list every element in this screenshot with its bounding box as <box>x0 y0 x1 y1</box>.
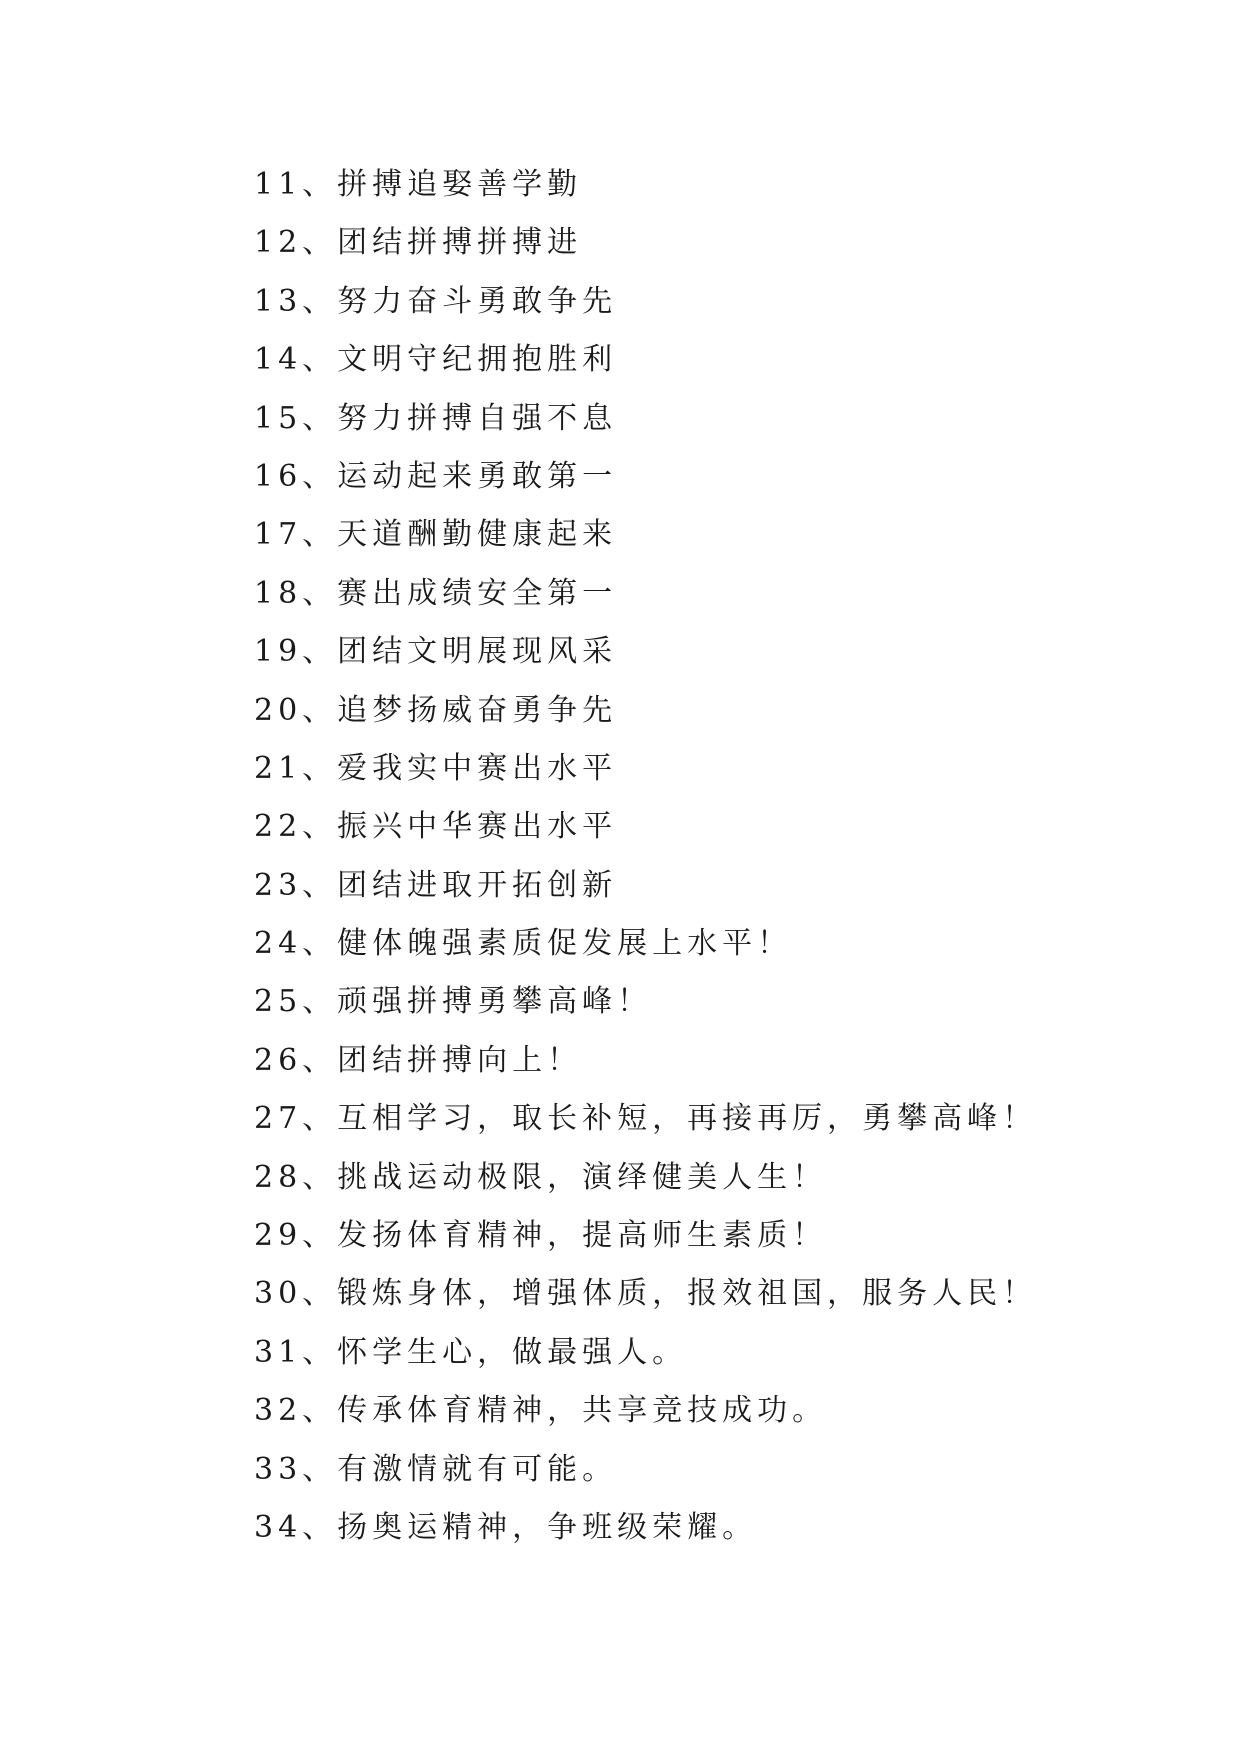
list-item: 33、有激情就有可能。 <box>254 1451 618 1487</box>
list-item: 18、赛出成绩安全第一 <box>254 575 618 611</box>
list-item: 20、追梦扬威奋勇争先 <box>254 692 618 728</box>
list-item: 32、传承体育精神，共享竞技成功。 <box>254 1393 828 1429</box>
list-item: 19、团结文明展现风采 <box>254 634 618 670</box>
list-item: 14、文明守纪拥抱胜利 <box>254 342 618 378</box>
list-item: 28、挑战运动极限，演绎健美人生！ <box>254 1159 828 1195</box>
list-item: 30、锻炼身体，增强体质，报效祖国，服务人民！ <box>254 1276 1038 1312</box>
list-item: 26、团结拼搏向上！ <box>254 1042 583 1078</box>
list-item: 22、振兴中华赛出水平 <box>254 809 618 845</box>
list-item: 34、扬奥运精神，争班级荣耀。 <box>254 1509 758 1545</box>
list-item: 23、团结进取开拓创新 <box>254 867 618 903</box>
list-item: 17、天道酬勤健康起来 <box>254 517 618 553</box>
list-item: 29、发扬体育精神，提高师生素质！ <box>254 1218 828 1254</box>
list-item: 16、运动起来勇敢第一 <box>254 458 618 494</box>
list-item: 27、互相学习，取长补短，再接再厉，勇攀高峰！ <box>254 1101 1038 1137</box>
slogan-list <box>254 156 1037 1557</box>
list-item: 31、怀学生心，做最强人。 <box>254 1334 688 1370</box>
list-item: 25、顽强拼搏勇攀高峰！ <box>254 984 653 1020</box>
list-item: 15、努力拼搏自强不息 <box>254 400 618 436</box>
list-item: 13、努力奋斗勇敢争先 <box>254 283 618 319</box>
list-item: 24、健体魄强素质促发展上水平！ <box>254 926 793 962</box>
list-item: 11、拼搏追娶善学勤 <box>254 167 583 202</box>
list-item: 21、爱我实中赛出水平 <box>254 750 618 786</box>
list-item: 12、团结拼搏拼搏进 <box>254 225 583 261</box>
